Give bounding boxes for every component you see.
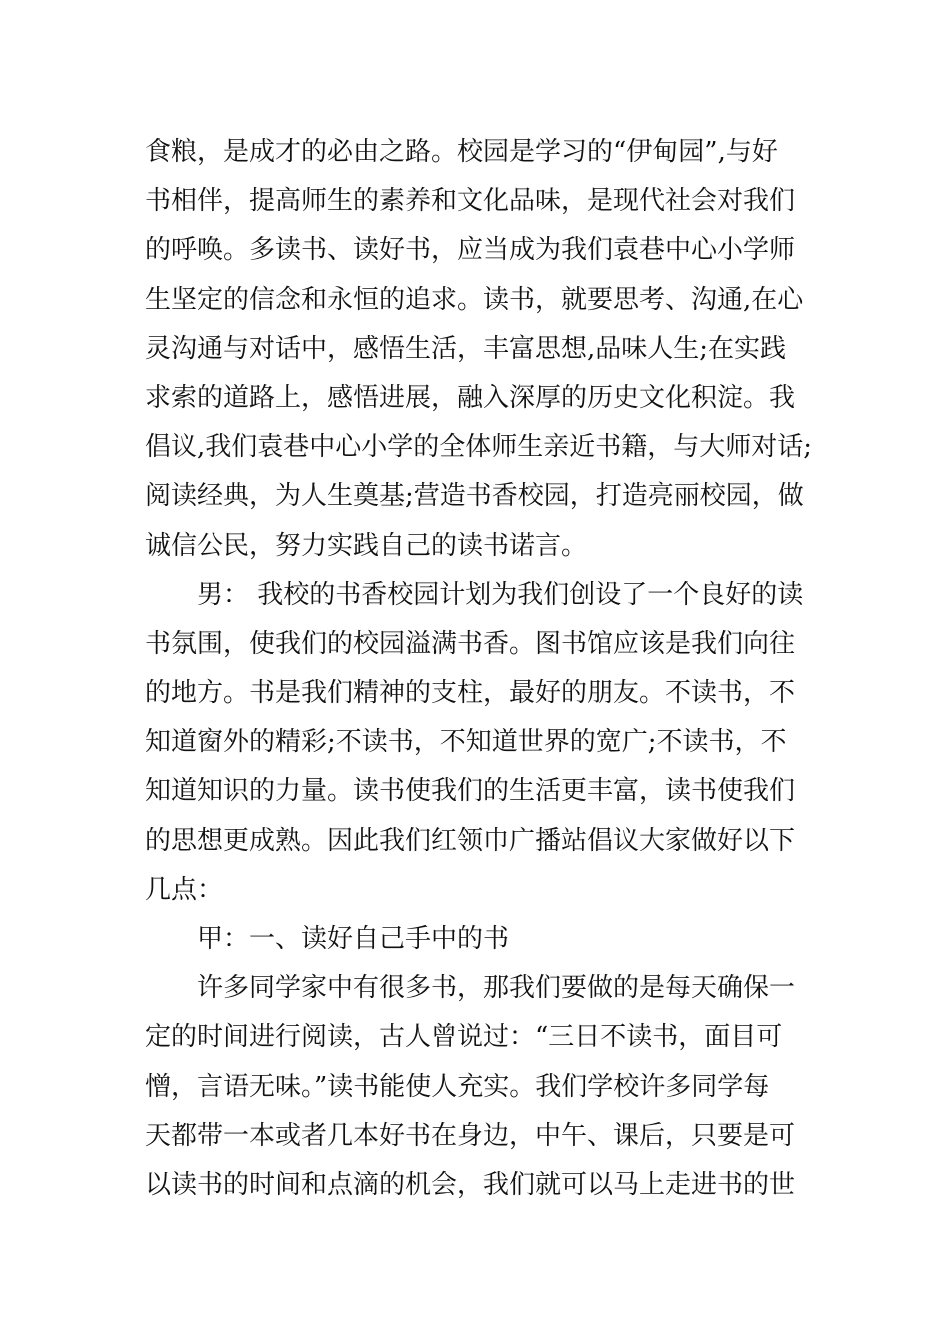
text-line: 定的时间进行阅读，古人曾说过：“三日不读书，面目可 <box>145 1022 783 1053</box>
text-line: 倡议,我们袁巷中心小学的全体师生亲近书籍，与大师对话; <box>145 432 813 463</box>
text-line: 知道知识的力量。读书使我们的生活更丰富，读书使我们 <box>145 776 796 807</box>
text-line: 求索的道路上，感悟进展，融入深厚的历史文化积淀。我 <box>145 382 796 413</box>
body-text <box>145 128 815 1210</box>
text-line: 诚信公民，努力实践自己的读书诺言。 <box>145 530 588 561</box>
text-line: 的地方。书是我们精神的支柱，最好的朋友。不读书，不 <box>145 678 796 709</box>
text-line: 几点： <box>145 874 224 905</box>
text-line: 书氛围，使我们的校园溢满书香。图书馆应该是我们向往 <box>145 628 796 659</box>
text-line: 食粮，是成才的必由之路。校园是学习的“伊甸园”,与好 <box>145 137 778 167</box>
text-line: 天都带一本或者几本好书在身边，中午、课后，只要是可 <box>145 1120 796 1151</box>
text-line: 知道窗外的精彩;不读书，不知道世界的宽广;不读书，不 <box>145 727 787 758</box>
paragraph-first-line: 男： 我校的书香校园计划为我们创设了一个良好的读 <box>197 579 804 610</box>
text-line: 的思想更成熟。因此我们红领巾广播站倡议大家做好以下 <box>145 825 796 856</box>
text-line: 以读书的时间和点滴的机会，我们就可以马上走进书的世 <box>145 1169 796 1200</box>
text-line: 的呼唤。多读书、读好书，应当成为我们袁巷中心小学师 <box>145 235 796 266</box>
text-line: 生坚定的信念和永恒的追求。读书，就要思考、沟通,在心 <box>145 284 804 315</box>
text-line: 灵沟通与对话中，感悟生活，丰富思想,品味人生;在实践 <box>145 333 787 364</box>
section-heading: 甲：一、读好自己手中的书 <box>197 924 510 954</box>
text-line: 阅读经典，为人生奠基;营造书香校园，打造亮丽校园，做 <box>145 481 804 512</box>
paragraph-first-line: 许多同学家中有很多书，那我们要做的是每天确保一 <box>197 973 796 1004</box>
text-line: 憎，言语无味。”读书能使人充实。我们学校许多同学每 <box>145 1071 770 1102</box>
text-line: 书相伴，提高师生的素养和文化品味，是现代社会对我们 <box>145 186 796 217</box>
